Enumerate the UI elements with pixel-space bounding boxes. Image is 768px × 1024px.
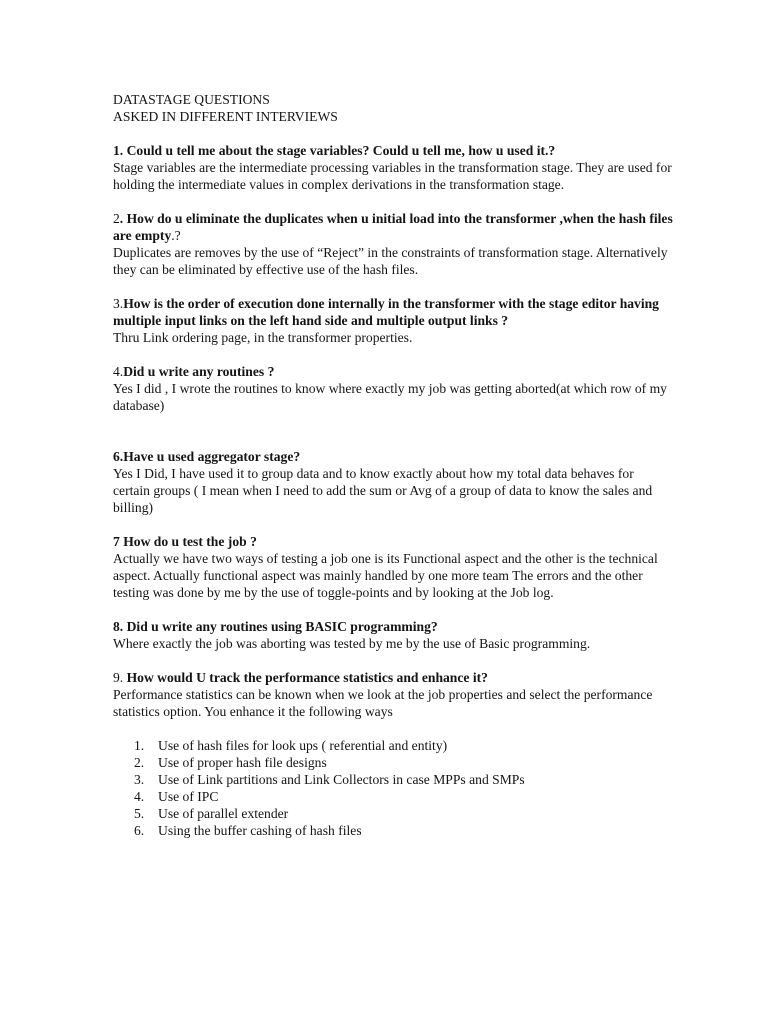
answer-6: Yes I Did, I have used it to group data and to know exactly about how my total data behaves for certain groups ( I mean when I need to add the sum or Avg of a group of data to know the sales and billing) xyxy=(113,466,653,515)
question-9 xyxy=(113,669,673,686)
answer-8: Where exactly the job was aborting was tested by me by the use of Basic programming. xyxy=(113,636,591,651)
list-item xyxy=(113,805,673,822)
list-item xyxy=(113,788,673,805)
list-item xyxy=(113,771,673,788)
list-item-text: Use of hash files for look ups ( referential and entity) xyxy=(158,738,448,753)
answer-2: Duplicates are removes by the use of “Reject” in the constraints of transformation stage. Alternatively they can be eliminated by effective use of the hash files. xyxy=(113,245,668,277)
qa-item-4 xyxy=(113,363,673,414)
answer-3: Thru Link ordering page, in the transformer properties. xyxy=(113,330,413,345)
qa-item-1 xyxy=(113,142,673,193)
question-1 xyxy=(113,142,673,159)
question-2-prefix: 2 xyxy=(113,211,120,226)
answer-1: Stage variables are the intermediate processing variables in the transformation stage. They are used for holding the intermediate values in complex derivations in the transformation stage. xyxy=(113,160,672,192)
list-item-text: Use of parallel extender xyxy=(158,806,289,821)
list-item-number: 5. xyxy=(134,806,145,821)
question-1-prefix: 1. xyxy=(113,143,127,158)
list-item-text: Using the buffer cashing of hash files xyxy=(158,823,362,838)
qa-item-3 xyxy=(113,295,673,346)
question-7-text: 7 How do u test the job ? xyxy=(113,534,257,549)
question-3-text: How is the order of execution done internally in the transformer with the stage editor having multiple input links on the left hand side and multiple output links ? xyxy=(113,296,659,328)
answer-9: Performance statistics can be known when we look at the job properties and select the performance statistics option. You enhance it the following ways xyxy=(113,687,653,719)
question-4-prefix: 4. xyxy=(113,364,124,379)
list-item-number: 3. xyxy=(134,772,145,787)
title-line-2: ASKED IN DIFFERENT INTERVIEWS xyxy=(113,109,338,124)
list-item xyxy=(113,822,673,839)
question-6-text: Have u used aggregator stage? xyxy=(123,449,301,464)
performance-steps-list xyxy=(113,737,673,839)
question-8-text: 8. Did u write any routines using BASIC programming? xyxy=(113,619,438,634)
list-item-number: 4. xyxy=(134,789,145,804)
list-item-number: 1. xyxy=(134,738,145,753)
question-6 xyxy=(113,448,673,465)
question-3 xyxy=(113,295,673,329)
qa-item-6 xyxy=(113,448,673,516)
qa-item-2 xyxy=(113,210,673,278)
question-2-text: . How do u eliminate the duplicates when u initial load into the transformer ,when the hash files are empty xyxy=(113,211,673,243)
question-1-text: Could u tell me about the stage variables? Could u tell me, how u used it.? xyxy=(126,143,556,158)
list-item-number: 2. xyxy=(134,755,145,770)
list-item-text: Use of Link partitions and Link Collectors in case MPPs and SMPs xyxy=(158,772,525,787)
qa-item-9 xyxy=(113,669,673,720)
numbered-list xyxy=(113,737,673,839)
question-3-prefix: 3. xyxy=(113,296,124,311)
qa-item-8 xyxy=(113,618,673,652)
qa-item-7 xyxy=(113,533,673,601)
list-item xyxy=(113,754,673,771)
answer-7: Actually we have two ways of testing a job one is its Functional aspect and the other is the technical aspect. Actually functional aspect was mainly handled by one more team The errors and the other testing was done by me by the use of toggle-points and by looking at the Job log. xyxy=(113,551,658,600)
list-item-text: Use of IPC xyxy=(158,789,219,804)
question-4-text: Did u write any routines ? xyxy=(123,364,275,379)
answer-4: Yes I did , I wrote the routines to know where exactly my job was getting aborted(at which row of my database) xyxy=(113,381,667,413)
title-line-1: DATASTAGE QUESTIONS xyxy=(113,92,270,107)
document-page xyxy=(113,91,673,839)
question-4 xyxy=(113,363,673,380)
question-9-text: How would U track the performance statistics and enhance it? xyxy=(126,670,488,685)
list-item-number: 6. xyxy=(134,823,145,838)
question-6-prefix: 6. xyxy=(113,449,124,464)
question-8 xyxy=(113,618,673,635)
question-9-prefix: 9. xyxy=(113,670,127,685)
question-7 xyxy=(113,533,673,550)
question-2 xyxy=(113,210,673,244)
list-item-text: Use of proper hash file designs xyxy=(158,755,327,770)
list-item xyxy=(113,737,673,754)
question-2-suffix: .? xyxy=(171,228,181,243)
document-title xyxy=(113,91,673,125)
